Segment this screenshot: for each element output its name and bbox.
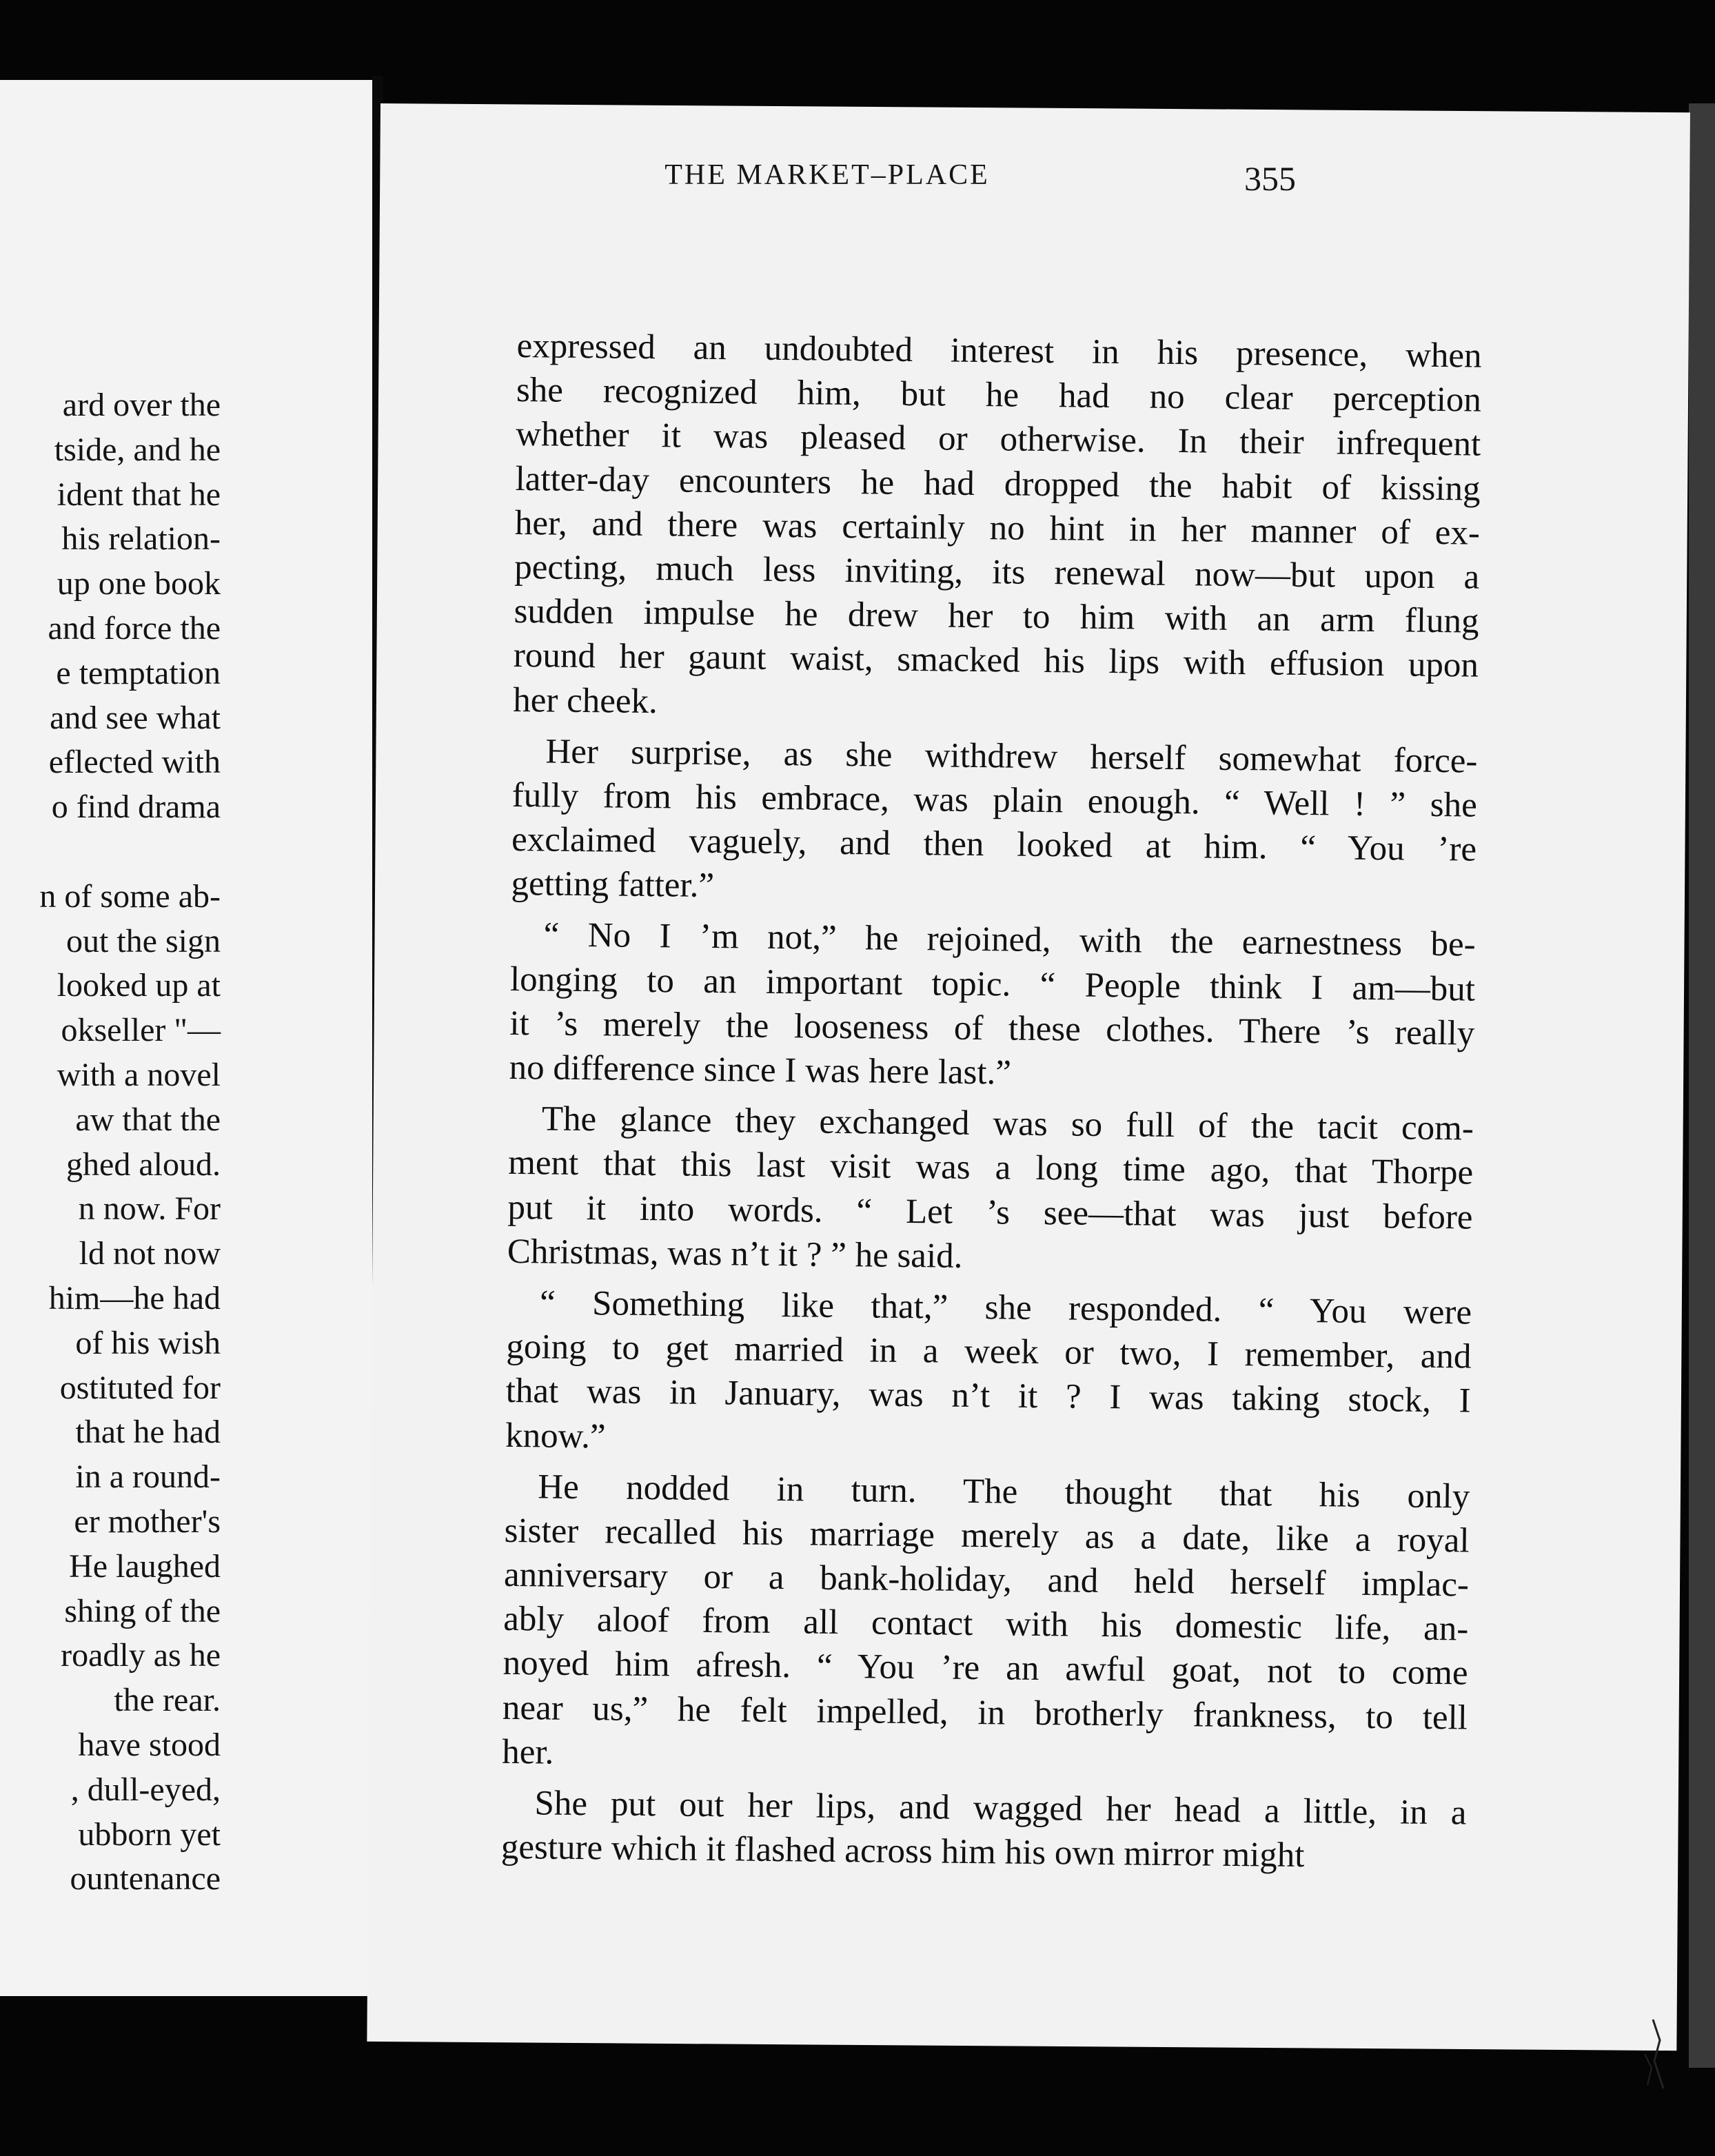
paragraph — [507, 1097, 1474, 1283]
text-line: “ Something like that,” she responded. “ You were — [539, 1283, 1472, 1332]
text-line: noyed him afresh. “ You ’re an awful goat, not to come — [503, 1644, 1468, 1693]
left-page-line: in a round- — [75, 1458, 221, 1496]
text-line: her cheek. — [512, 680, 658, 721]
left-page-line: ubborn yet — [78, 1816, 221, 1853]
paragraph — [505, 1281, 1472, 1467]
left-page-line: out the sign — [66, 922, 221, 959]
text-line: anniversary or a bank-holiday, and held herself implac- — [503, 1555, 1470, 1605]
left-page-line: , dull-eyed, — [70, 1771, 221, 1808]
text-line: no difference since I was here last.” — [509, 1048, 1012, 1092]
left-page-line: ident that he — [57, 476, 221, 513]
text-line: know.” — [505, 1416, 606, 1456]
left-page-line: ostituted for — [59, 1369, 221, 1406]
text-line: ment that this last visit was a long time ago, that Thorpe — [507, 1143, 1474, 1192]
text-line: that was in January, was n’t it ? I was taking stock, I — [505, 1372, 1472, 1421]
text-line: she recognized him, but he had no clear perception — [516, 371, 1482, 420]
text-line: Her surprise, as she withdrew herself somewhat force- — [545, 732, 1478, 781]
text-line: round her gaunt waist, smacked his lips with effusion upon — [513, 636, 1479, 685]
text-line: going to get married in a week or two, I remember, and — [506, 1328, 1472, 1376]
left-page-line: ard over the — [62, 387, 221, 423]
left-page-line: er mother's — [74, 1503, 221, 1540]
left-page-text — [0, 383, 221, 1902]
page-edge — [1689, 103, 1715, 2068]
left-page-line: looked up at — [57, 967, 221, 1004]
text-line: near us,” he felt impelled, in brotherly frankness, to tell — [502, 1688, 1468, 1738]
text-line: her, and there was certainly no hint in her manner of ex- — [514, 503, 1481, 553]
left-page-line: with a novel — [57, 1056, 221, 1093]
left-page-line: n now. For — [78, 1190, 221, 1228]
text-line: her. — [502, 1732, 554, 1772]
text-line: He nodded in turn. The thought that his only — [538, 1467, 1470, 1516]
text-line: it ’s merely the looseness of these clothes. There ’s really — [509, 1004, 1475, 1053]
left-page-line: aw that the — [75, 1101, 221, 1138]
left-page-line: He laughed — [69, 1547, 221, 1585]
text-line: longing to an important topic. “ People think I am—but — [509, 959, 1476, 1009]
left-page-line: roadly as he — [61, 1637, 221, 1674]
paragraph — [509, 913, 1476, 1099]
left-page-line: his relation- — [61, 520, 221, 558]
left-page-line: have stood — [78, 1726, 221, 1763]
text-line: whether it was pleased or otherwise. In their infrequent — [516, 415, 1481, 465]
text-line: sudden impulse he drew her to him with an arm flung — [514, 592, 1479, 641]
text-line: expressed an undoubted interest in his presence, when — [516, 326, 1482, 376]
paragraph — [511, 729, 1478, 916]
text-line: fully from his embrace, was plain enough. “ Well ! ” she — [511, 775, 1478, 825]
left-page-line: tside, and he — [54, 431, 221, 468]
left-page-line: and see what — [50, 699, 221, 736]
text-line: exclaimed vaguely, and then looked at him. “ You ’re — [511, 820, 1477, 869]
text-line: ably aloof from all contact with his domestic life, an- — [503, 1600, 1469, 1649]
left-page-line: and force the — [48, 609, 221, 647]
left-page-line: eflected with — [48, 744, 221, 781]
text-line: put it into words. “ Let ’s see—that was just before — [507, 1188, 1473, 1237]
left-page — [0, 80, 378, 1996]
page-number: 355 — [1244, 159, 1296, 198]
page-header — [441, 159, 1296, 207]
left-page-line: him—he had — [48, 1279, 221, 1316]
text-line: pecting, much less inviting, its renewal now—but upon a — [514, 547, 1480, 597]
text-line: latter-day encounters he had dropped the habit of kissing — [515, 459, 1481, 509]
text-line: Christmas, was n’t it ? ” he said. — [507, 1232, 963, 1276]
paragraph — [502, 1465, 1470, 1784]
right-page-text — [501, 324, 1482, 1880]
left-page-line: shing of the — [64, 1592, 221, 1629]
text-line: gesture which it flashed across him his own mirror might — [500, 1828, 1305, 1875]
text-line: sister recalled his marriage merely as a date, like a royal — [504, 1511, 1470, 1560]
ink-mark-icon — [1639, 2013, 1674, 2095]
left-page-line — [0, 830, 221, 875]
left-page-line: ountenance — [70, 1860, 221, 1898]
left-page-line: that he had — [75, 1414, 221, 1451]
left-page-line: e temptation — [56, 654, 221, 691]
left-page-line: the rear. — [114, 1682, 221, 1719]
left-page-line: ghed aloud. — [66, 1146, 221, 1183]
running-head: THE MARKET–PLACE — [664, 159, 990, 191]
paragraph — [501, 1781, 1467, 1880]
text-line: getting fatter.” — [511, 864, 715, 906]
left-page-line: o find drama — [51, 789, 221, 826]
left-page-line: ld not now — [79, 1235, 221, 1272]
left-page-line: okseller "— — [61, 1012, 221, 1049]
left-page-line: n of some ab- — [39, 877, 221, 915]
text-line: She put out her lips, and wagged her head a little, in a — [534, 1784, 1467, 1833]
text-line: “ No I ’m not,” he rejoined, with the earnestness be- — [543, 915, 1476, 965]
left-page-line: up one book — [57, 565, 221, 602]
left-page-line: of his wish — [75, 1324, 221, 1361]
text-line: The glance they exchanged was so full of the tacit com- — [541, 1099, 1474, 1148]
paragraph — [513, 324, 1482, 732]
